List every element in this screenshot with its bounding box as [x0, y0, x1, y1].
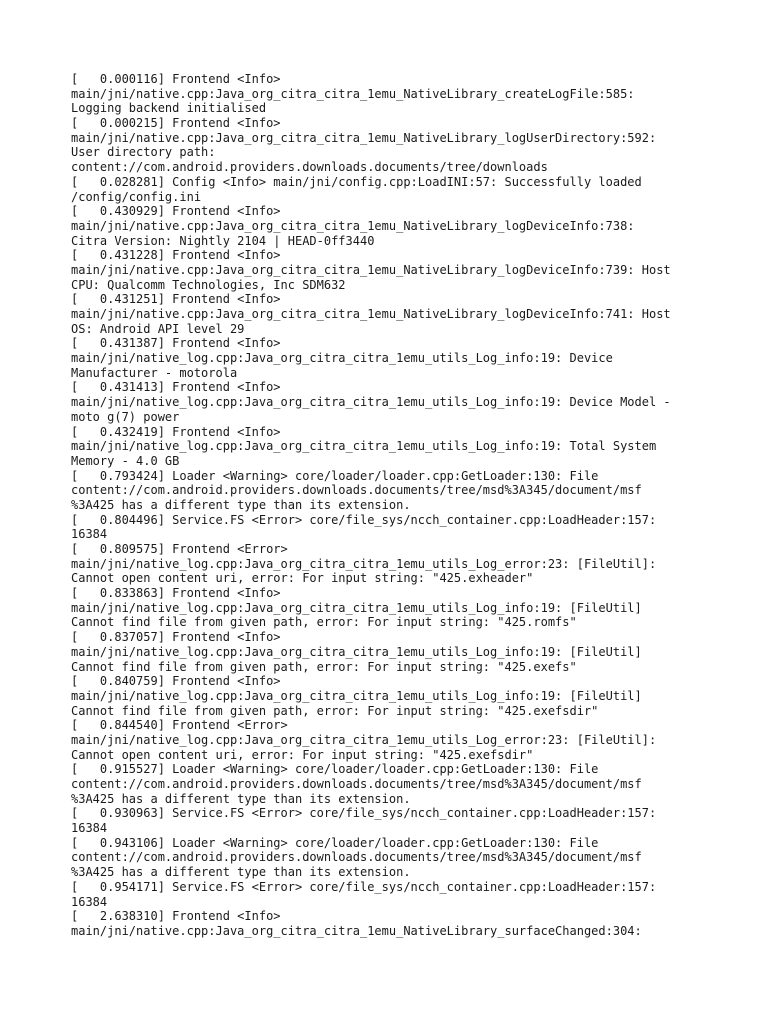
- log-line: main/jni/native_log.cpp:Java_org_citra_citra_1emu_utils_Log_info:19: [FileUtil]: [71, 600, 642, 615]
- log-line: 16384: [71, 821, 108, 836]
- log-line: %3A425 has a different type than its extension.: [71, 791, 411, 806]
- log-line: Logging backend initialised: [71, 101, 267, 116]
- log-line: content://com.android.providers.downloads.documents/tree/downloads: [71, 160, 548, 175]
- log-line: content://com.android.providers.downloads.documents/tree/msd%3A345/document/msf: [71, 483, 642, 498]
- log-line: [ 0.804496] Service.FS <Error> core/file_sys/ncch_container.cpp:LoadHeader:157:: [71, 512, 657, 527]
- log-line: [ 0.954171] Service.FS <Error> core/file_sys/ncch_container.cpp:LoadHeader:157:: [71, 879, 657, 894]
- log-line: [ 0.943106] Loader <Warning> core/loader/loader.cpp:GetLoader:130: File: [71, 835, 599, 850]
- log-line: main/jni/native_log.cpp:Java_org_citra_citra_1emu_utils_Log_error:23: [FileUtil]:: [71, 556, 657, 571]
- log-line: main/jni/native_log.cpp:Java_org_citra_citra_1emu_utils_Log_info:19: Total System: [71, 439, 657, 454]
- log-line: main/jni/native_log.cpp:Java_org_citra_citra_1emu_utils_Log_info:19: [FileUtil]: [71, 644, 642, 659]
- log-line: Cannot find file from given path, error: For input string: "425.exefsdir": [71, 703, 599, 718]
- log-line: [ 0.840759] Frontend <Info>: [71, 674, 281, 689]
- log-line: [ 0.837057] Frontend <Info>: [71, 630, 281, 645]
- log-line: [ 0.833863] Frontend <Info>: [71, 586, 281, 601]
- log-line: [ 0.430929] Frontend <Info>: [71, 204, 281, 219]
- log-line: [ 0.809575] Frontend <Error>: [71, 542, 288, 556]
- log-line: [ 0.793424] Loader <Warning> core/loader/loader.cpp:GetLoader:130: File: [71, 468, 599, 483]
- log-line: main/jni/native.cpp:Java_org_citra_citra_1emu_NativeLibrary_logDeviceInfo:739: Host: [71, 262, 671, 277]
- log-line: CPU: Qualcomm Technologies, Inc SDM632: [71, 277, 346, 292]
- log-line: content://com.android.providers.downloads.documents/tree/msd%3A345/document/msf: [71, 777, 642, 791]
- log-line: Cannot open content uri, error: For input string: "425.exefsdir": [71, 747, 534, 762]
- log-line: main/jni/native.cpp:Java_org_citra_citra_1emu_NativeLibrary_logDeviceInfo:741: Host: [71, 307, 671, 321]
- log-line: Memory - 4.0 GB: [71, 453, 180, 468]
- log-line: main/jni/native_log.cpp:Java_org_citra_citra_1emu_utils_Log_info:19: Device: [71, 351, 613, 366]
- log-line: moto g(7) power: [71, 409, 180, 424]
- log-line: main/jni/native_log.cpp:Java_org_citra_citra_1emu_utils_Log_info:19: Device Model -: [71, 395, 671, 410]
- log-line: Manufacturer - motorola: [71, 365, 238, 380]
- log-line: [ 0.431387] Frontend <Info>: [71, 336, 281, 351]
- log-line: main/jni/native_log.cpp:Java_org_citra_citra_1emu_utils_Log_error:23: [FileUtil]:: [71, 732, 657, 747]
- log-line: [ 0.000215] Frontend <Info>: [71, 116, 281, 131]
- log-text: [71, 72, 711, 939]
- log-line: [ 0.431251] Frontend <Info>: [71, 292, 281, 307]
- log-line: [ 2.638310] Frontend <Info>: [71, 909, 281, 924]
- log-line: [ 0.930963] Service.FS <Error> core/file_sys/ncch_container.cpp:LoadHeader:157:: [71, 806, 657, 821]
- log-line: main/jni/native.cpp:Java_org_citra_citra_1emu_NativeLibrary_createLogFile:585:: [71, 86, 635, 101]
- log-line: %3A425 has a different type than its extension.: [71, 865, 411, 880]
- log-line: Cannot find file from given path, error: For input string: "425.romfs": [71, 615, 577, 630]
- log-line: 16384: [71, 527, 108, 542]
- log-line: OS: Android API level 29: [71, 321, 245, 336]
- log-line: [ 0.915527] Loader <Warning> core/loader/loader.cpp:GetLoader:130: File: [71, 762, 599, 777]
- log-line: Cannot find file from given path, error: For input string: "425.exefs": [71, 659, 577, 674]
- log-line: [ 0.431413] Frontend <Info>: [71, 380, 281, 395]
- log-line: main/jni/native.cpp:Java_org_citra_citra_1emu_NativeLibrary_logDeviceInfo:738:: [71, 218, 635, 233]
- log-line: [ 0.844540] Frontend <Error>: [71, 718, 288, 733]
- log-line: main/jni/native.cpp:Java_org_citra_citra_1emu_NativeLibrary_surfaceChanged:304:: [71, 923, 642, 938]
- log-line: [ 0.000116] Frontend <Info>: [71, 72, 281, 86]
- log-line: [ 0.431228] Frontend <Info>: [71, 248, 281, 263]
- log-line: 16384: [71, 894, 108, 909]
- log-line: Cannot open content uri, error: For input string: "425.exheader": [71, 571, 534, 586]
- log-line: /config/config.ini: [71, 189, 202, 204]
- log-line: [ 0.028281] Config <Info> main/jni/config.cpp:LoadINI:57: Successfully loaded: [71, 174, 642, 189]
- log-line: User directory path:: [71, 145, 216, 160]
- log-line: Citra Version: Nightly 2104 | HEAD-0ff3440: [71, 233, 375, 248]
- log-line: %3A425 has a different type than its extension.: [71, 497, 411, 512]
- log-line: main/jni/native.cpp:Java_org_citra_citra_1emu_NativeLibrary_logUserDirectory:592:: [71, 130, 657, 145]
- log-line: [ 0.432419] Frontend <Info>: [71, 424, 281, 439]
- log-line: main/jni/native_log.cpp:Java_org_citra_citra_1emu_utils_Log_info:19: [FileUtil]: [71, 688, 642, 703]
- log-line: content://com.android.providers.downloads.documents/tree/msd%3A345/document/msf: [71, 850, 642, 865]
